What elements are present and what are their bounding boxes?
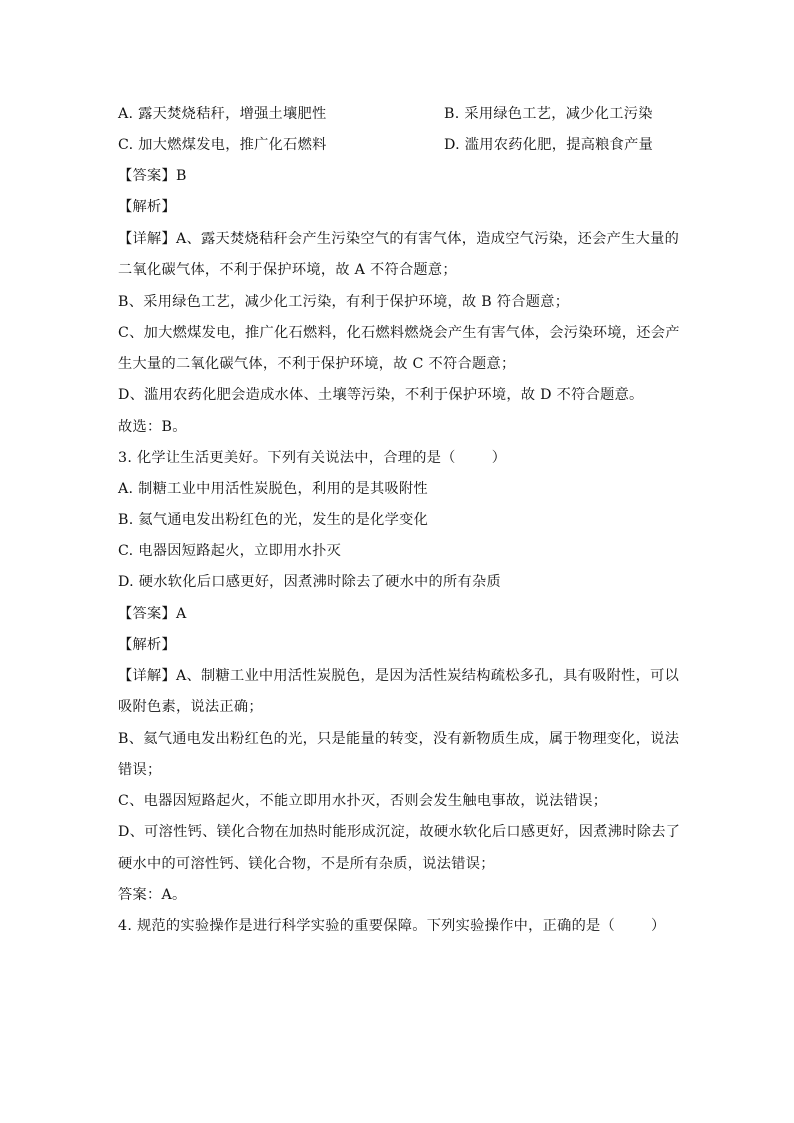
q2-analysis-label: 【解析】 (118, 199, 176, 215)
q3-detail-line: 硬水中的可溶性钙、镁化合物，不是所有杂质，说法错误； (118, 856, 495, 872)
q2-option-d: D. 滥用农药化肥，提高粮食产量 (444, 137, 654, 153)
q3-detail-line: 吸附色素，说法正确； (118, 699, 263, 715)
q2-option-b: B. 采用绿色工艺，减少化工污染 (444, 106, 653, 122)
q3-detail-line: 【详解】A、制糖工业中用活性炭脱色，是因为活性炭结构疏松多孔，具有吸附性，可以 (118, 668, 680, 684)
q4-stem-close: ） (651, 918, 666, 934)
q3-analysis-label: 【解析】 (118, 637, 176, 653)
q2-detail-line: 二氧化碳气体，不利于保护环境，故 A 不符合题意； (118, 262, 457, 278)
q3-option-c: C. 电器因短路起火，立即用水扑灭 (118, 543, 342, 559)
q2-answer: 【答案】B (118, 168, 187, 184)
q2-detail-line: C、加大燃煤发电，推广化石燃料，化石燃料燃烧会产生有害气体，会污染环境，还会产 (118, 325, 680, 341)
q2-detail-line: B、采用绿色工艺，减少化工污染，有利于保护环境，故 B 符合题意； (118, 294, 570, 310)
q3-stem-close: ） (491, 450, 507, 466)
q2-detail-line: 生大量的二氧化碳气体，不利于保护环境，故 C 不符合题意； (118, 356, 516, 372)
q3-detail-line: C、电器因短路起火，不能立即用水扑灭，否则会发生触电事故，说法错误； (118, 793, 608, 809)
q3-conclusion: 答案：A。 (118, 887, 187, 903)
q2-option-c: C. 加大燃煤发电，推广化石燃料 (118, 137, 327, 153)
q3-stem-text: 3. 化学让生活更美好。下列有关说法中，合理的是（ (118, 450, 456, 466)
q4-stem (118, 915, 666, 935)
q2-detail-line: 【详解】A、露天焚烧秸秆会产生污染空气的有害气体，造成空气污染，还会产生大量的 (118, 231, 680, 247)
q3-option-b: B. 氦气通电发出粉红色的光，发生的是化学变化 (118, 512, 429, 528)
q3-detail-line: 错误； (118, 762, 162, 778)
q3-option-a: A. 制糖工业中用活性炭脱色，利用的是其吸附性 (118, 481, 428, 497)
q2-conclusion: 故选：B。 (118, 419, 187, 435)
q2-detail-line: D、滥用农药化肥会造成水体、土壤等污染，不利于保护环境，故 D 不符合题意。 (118, 387, 644, 403)
q3-answer: 【答案】A (118, 606, 187, 622)
q3-detail-line: B、氦气通电发出粉红色的光，只是能量的转变，没有新物质生成，属于物理变化，说法 (118, 731, 680, 747)
q4-stem-text: 4. 规范的实验操作是进行科学实验的重要保障。下列实验操作中，正确的是（ (118, 918, 616, 934)
q3-option-d: D. 硬水软化后口感更好，因煮沸时除去了硬水中的所有杂质 (118, 574, 501, 590)
q3-stem (118, 447, 506, 467)
q3-detail-line: D、可溶性钙、镁化合物在加热时能形成沉淀，故硬水软化后口感更好，因煮沸时除去了 (118, 824, 681, 840)
q2-option-a: A. 露天焚烧秸秆，增强土壤肥性 (118, 106, 327, 122)
